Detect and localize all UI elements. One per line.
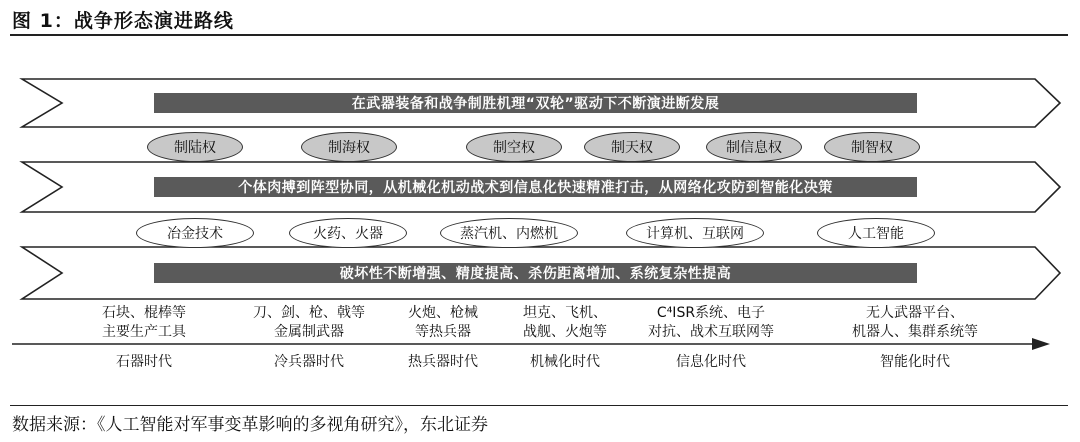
era-desc-mechanized [490, 304, 640, 342]
tech-engines: 蒸汽机、内燃机 [440, 218, 578, 248]
dominance-sea: 制海权 [301, 132, 397, 162]
tech-gunpowder: 火药、火器 [289, 218, 407, 248]
era-name-mechanized: 机械化时代 [530, 354, 600, 370]
era-name-firearm: 热兵器时代 [408, 354, 478, 370]
banner-tactics: 个体肉搏到阵型协同，从机械化机动战术到信息化快速精准打击，从网络化攻防到智能化决策 [154, 177, 917, 197]
era-desc-intelligent [840, 304, 990, 342]
era-desc-cold-weapon [234, 304, 384, 342]
dominance-air: 制空权 [466, 132, 562, 162]
dominance-intelligence: 制智权 [824, 132, 920, 162]
figure-title: 图 1：战争形态演进路线 [12, 10, 234, 32]
dominance-information: 制信息权 [706, 132, 802, 162]
tech-computing: 计算机、互联网 [626, 218, 764, 248]
source-note: 数据来源：《人工智能对军事变革影响的多视角研究》，东北证券 [12, 415, 488, 435]
era-desc-line: 主要生产工具 [102, 324, 186, 340]
era-name-stone: 石器时代 [116, 354, 172, 370]
era-name-information: 信息化时代 [676, 354, 746, 370]
era-desc-line: 等热兵器 [415, 324, 471, 340]
era-desc-line: 坦克、飞机、 [523, 305, 607, 321]
timeline-arrowhead [1032, 338, 1050, 350]
dominance-space: 制天权 [584, 132, 680, 162]
tech-metallurgy: 冶金技术 [136, 218, 254, 248]
era-desc-line: 战舰、火炮等 [523, 324, 607, 340]
era-name-intelligent: 智能化时代 [880, 354, 950, 370]
era-desc-line: 石块、棍棒等 [102, 305, 186, 321]
era-desc-information [636, 304, 786, 342]
era-desc-line: 对抗、战术互联网等 [648, 324, 774, 340]
tech-ai: 人工智能 [817, 218, 935, 248]
era-desc-line: 金属制武器 [274, 324, 344, 340]
era-desc-line: C⁴ISR系统、电子 [656, 305, 766, 321]
era-desc-stone [69, 304, 219, 342]
era-desc-line: 机器人、集群系统等 [852, 324, 978, 340]
era-desc-line: 无人武器平台、 [866, 305, 964, 321]
banner-trends: 破坏性不断增强、精度提高、杀伤距离增加、系统复杂性提高 [154, 263, 917, 283]
dominance-land: 制陆权 [147, 132, 243, 162]
era-desc-line: 火炮、枪械 [408, 305, 478, 321]
source-rule [10, 405, 1068, 406]
banner-drivers: 在武器装备和战争制胜机理“双轮”驱动下不断演进断发展 [154, 93, 917, 113]
era-name-cold-weapon: 冷兵器时代 [274, 354, 344, 370]
era-desc-line: 刀、剑、枪、戟等 [253, 305, 365, 321]
